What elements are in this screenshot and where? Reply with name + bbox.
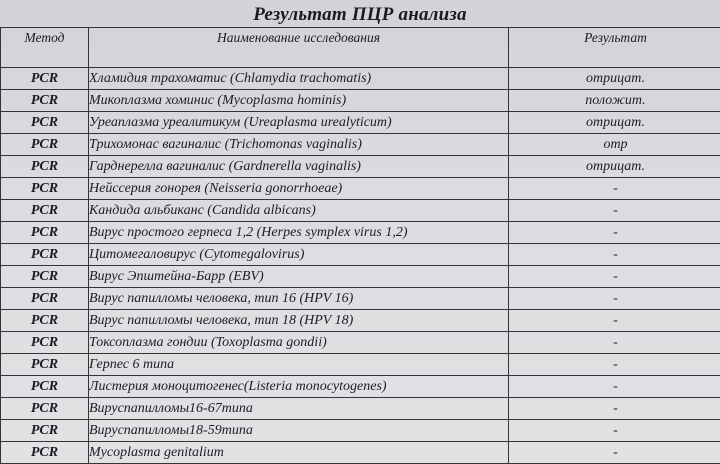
table-row <box>1 332 720 354</box>
method-cell: PCR <box>1 354 89 376</box>
column-header-result: Результат <box>509 28 720 68</box>
test-name-cell: Кандида альбиканс (Candida albicans) <box>89 200 509 222</box>
test-name-cell: Вируспапилломы18-59типа <box>89 420 509 442</box>
method-cell: PCR <box>1 442 89 464</box>
method-cell: PCR <box>1 200 89 222</box>
method-cell: PCR <box>1 112 89 134</box>
result-cell: - <box>509 200 720 222</box>
result-cell: отрицат. <box>509 112 720 134</box>
result-cell: - <box>509 222 720 244</box>
table-row <box>1 156 720 178</box>
table-row <box>1 354 720 376</box>
result-cell: - <box>509 332 720 354</box>
result-cell: - <box>509 178 720 200</box>
table-row <box>1 244 720 266</box>
test-name-cell: Вирус Эпштейна-Барр (EBV) <box>89 266 509 288</box>
method-cell: PCR <box>1 420 89 442</box>
result-cell: - <box>509 354 720 376</box>
test-name-cell: Вируспапилломы16-67типа <box>89 398 509 420</box>
document-title: Результат ПЦР анализа <box>253 4 467 25</box>
test-name-cell: Уреаплазма уреалитикум (Ureaplasma urealyticum) <box>89 112 509 134</box>
results-table-body <box>1 68 720 464</box>
table-row <box>1 266 720 288</box>
result-cell: - <box>509 376 720 398</box>
test-name-cell: Вирус простого герпеса 1,2 (Herpes symplex virus 1,2) <box>89 222 509 244</box>
method-cell: PCR <box>1 376 89 398</box>
test-name-cell: Цитомегаловирус (Cytomegalovirus) <box>89 244 509 266</box>
table-row <box>1 310 720 332</box>
table-row <box>1 398 720 420</box>
table-row <box>1 90 720 112</box>
table-row <box>1 222 720 244</box>
table-row <box>1 288 720 310</box>
results-table <box>0 27 720 464</box>
method-cell: PCR <box>1 134 89 156</box>
column-header-method: Метод <box>1 28 89 68</box>
table-row <box>1 200 720 222</box>
test-name-cell: Нейссерия гонорея (Neisseria gonorrhoeae) <box>89 178 509 200</box>
table-row <box>1 134 720 156</box>
table-row <box>1 420 720 442</box>
result-cell: отрицат. <box>509 68 720 90</box>
column-header-name: Наименование исследования <box>89 28 509 68</box>
method-cell: PCR <box>1 310 89 332</box>
method-cell: PCR <box>1 266 89 288</box>
test-name-cell: Трихомонас вагиналис (Trichomonas vaginalis) <box>89 134 509 156</box>
test-name-cell: Хламидия трахоматис (Chlamydia trachomatis) <box>89 68 509 90</box>
method-cell: PCR <box>1 156 89 178</box>
result-cell: - <box>509 266 720 288</box>
test-name-cell: Микоплазма хоминис (Mycoplasma hominis) <box>89 90 509 112</box>
method-cell: PCR <box>1 222 89 244</box>
method-cell: PCR <box>1 288 89 310</box>
result-cell: - <box>509 398 720 420</box>
table-row <box>1 178 720 200</box>
method-cell: PCR <box>1 398 89 420</box>
table-row <box>1 68 720 90</box>
result-cell: - <box>509 288 720 310</box>
result-cell: положит. <box>509 90 720 112</box>
method-cell: PCR <box>1 90 89 112</box>
table-row <box>1 112 720 134</box>
test-name-cell: Вирус папилломы человека, тип 18 (HPV 18) <box>89 310 509 332</box>
table-row <box>1 442 720 464</box>
test-name-cell: Mycoplasma genitalium <box>89 442 509 464</box>
test-name-cell: Гарднерелла вагиналис (Gardnerella vaginalis) <box>89 156 509 178</box>
test-name-cell: Токсоплазма гондии (Toxoplasma gondii) <box>89 332 509 354</box>
method-cell: PCR <box>1 332 89 354</box>
method-cell: PCR <box>1 244 89 266</box>
table-row <box>1 376 720 398</box>
method-cell: PCR <box>1 68 89 90</box>
method-cell: PCR <box>1 178 89 200</box>
result-cell: - <box>509 244 720 266</box>
result-cell: - <box>509 442 720 464</box>
test-name-cell: Герпес 6 типа <box>89 354 509 376</box>
table-header-row <box>1 28 720 68</box>
result-cell: отр <box>509 134 720 156</box>
test-name-cell: Вирус папилломы человека, тип 16 (HPV 16) <box>89 288 509 310</box>
result-cell: отрицат. <box>509 156 720 178</box>
result-cell: - <box>509 310 720 332</box>
result-cell: - <box>509 420 720 442</box>
test-name-cell: Листерия моноцитогенес(Listeria monocytogenes) <box>89 376 509 398</box>
